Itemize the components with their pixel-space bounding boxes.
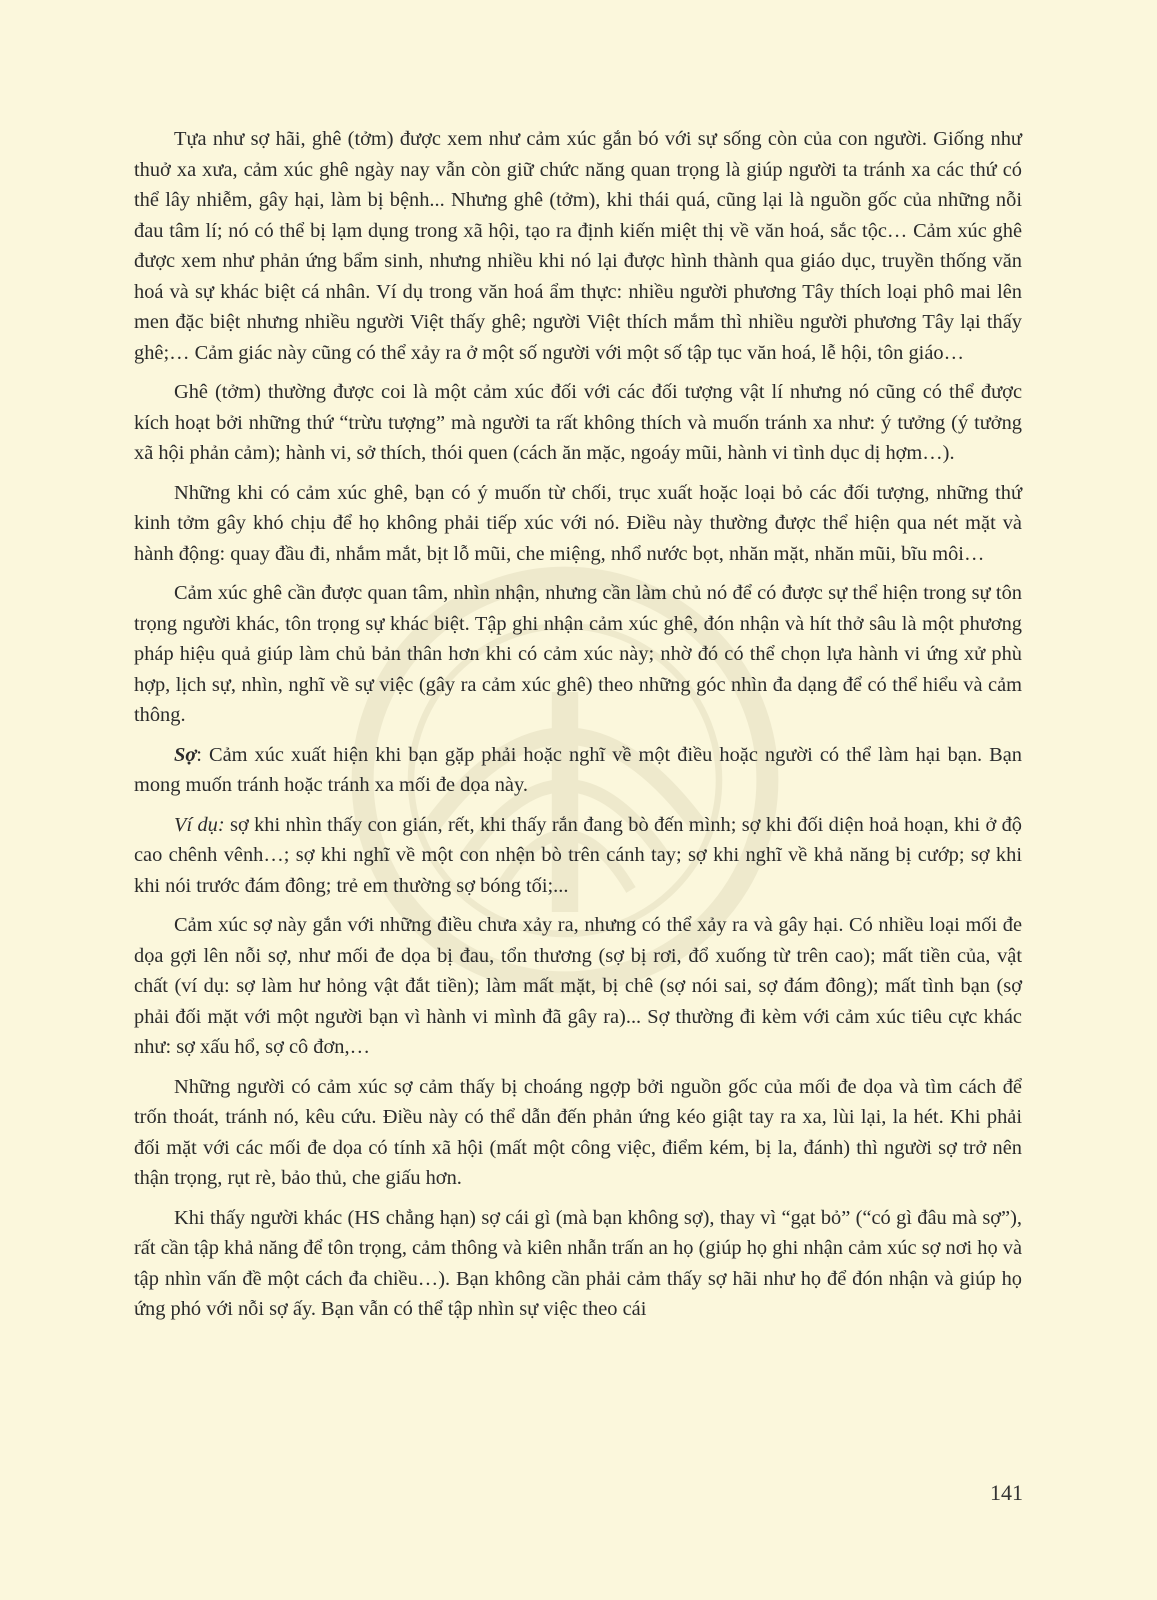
paragraph: Khi thấy người khác (HS chẳng hạn) sợ cái gì (mà bạn không sợ), thay vì “gạt bỏ” (“có gì đâu mà sợ”), rất cần tập khả năng để tôn trọng, cảm thông và kiên nhẫn trấn an họ (giúp họ ghi nhận cảm xúc sợ nơi họ và tập nhìn vấn đề một cách đa chiều…). Bạn không cần phải cảm thấy sợ hãi như họ để đón nhận và giúp họ ứng phó với nỗi sợ ấy. Bạn vẫn có thể tập nhìn sự việc theo cái: [134, 1206, 1022, 1320]
paragraph: Những khi có cảm xúc ghê, bạn có ý muốn từ chối, trục xuất hoặc loại bỏ các đối tượng, những thứ kinh tởm gây khó chịu để họ không phải tiếp xúc với nó. Điều này thường được thể hiện qua nét mặt và hành động: quay đầu đi, nhắm mắt, bịt lỗ mũi, che miệng, nhổ nước bọt, nhăn mặt, nhăn mũi, bĩu môi…: [134, 481, 1022, 565]
example-text: sợ khi nhìn thấy con gián, rết, khi thấy rắn đang bò đến mình; sợ khi đối diện hoả hoạn, khi ở độ cao chênh vênh…; sợ khi nghĩ về một con nhện bò trên cánh tay; sợ khi nghĩ về khả năng bị cướp; sợ khi khi nói trước đám đông; trẻ em thường sợ bóng tối;...: [134, 813, 1022, 897]
example-label: Ví dụ:: [174, 813, 225, 836]
paragraph: Ghê (tởm) thường được coi là một cảm xúc đối với các đối tượng vật lí nhưng nó cũng có thể được kích hoạt bởi những thứ “trừu tượng” mà người ta rất không thích và muốn tránh xa như: ý tưởng (ý tưởng xã hội phản cảm); hành vi, sở thích, thói quen (cách ăn mặc, ngoáy mũi, hành vi tình dục dị hợm…).: [134, 381, 1022, 464]
paragraph-example: [134, 810, 1022, 902]
term-label: Sợ: [174, 743, 197, 766]
paragraph: Cảm xúc sợ này gắn với những điều chưa xảy ra, nhưng có thể xảy ra và gây hại. Có nhiều loại mối đe dọa gợi lên nỗi sợ, như mối đe dọa bị đau, tổn thương (sợ bị rơi, đổ xuống từ trên cao); mất tiền của, vật chất (ví dụ: sợ làm hư hỏng vật đắt tiền); làm mất mặt, bị chê (sợ nói sai, sợ đám đông); mất tình bạn (sợ phải đối mặt với một người bạn vì hành vi mình đã gây ra)... Sợ thường đi kèm với cảm xúc tiêu cực khác như: sợ xấu hổ, sợ cô đơn,…: [134, 914, 1022, 1058]
paragraph-definition-fear: [134, 740, 1022, 801]
definition-text: : Cảm xúc xuất hiện khi bạn gặp phải hoặc nghĩ về một điều hoặc người có thể làm hại bạn. Bạn mong muốn tránh hoặc tránh xa mối đe dọa này.: [134, 743, 1022, 796]
paragraph: Những người có cảm xúc sợ cảm thấy bị choáng ngợp bởi nguồn gốc của mối đe dọa và tìm cách để trốn thoát, tránh nó, kêu cứu. Điều này có thể dẫn đến phản ứng kéo giật tay ra xa, lùi lại, la hét. Khi phải đối mặt với các mối đe dọa có tính xã hội (mất một công việc, điểm kém, bị la, đánh) thì người sợ trở nên thận trọng, rụt rè, bảo thủ, che giấu hơn.: [134, 1075, 1022, 1189]
paragraph: Cảm xúc ghê cần được quan tâm, nhìn nhận, nhưng cần làm chủ nó để có được sự thể hiện trong sự tôn trọng người khác, tôn trọng sự khác biệt. Tập ghi nhận cảm xúc ghê, đón nhận và hít thở sâu là một phương pháp hiệu quả giúp làm chủ bản thân hơn khi có cảm xúc này; nhờ đó có thể chọn lựa hành vi ứng xử phù hợp, lịch sự, nhìn, nghĩ về sự việc (gây ra cảm xúc ghê) theo những góc nhìn đa dạng để có thể hiểu và cảm thông.: [134, 582, 1022, 726]
page-number: 141: [990, 1480, 1023, 1505]
paragraph: Tựa như sợ hãi, ghê (tởm) được xem như cảm xúc gắn bó với sự sống còn của con người. Giống như thuở xa xưa, cảm xúc ghê ngày nay vẫn còn giữ chức năng quan trọng là giúp người ta tránh xa các thứ có thể lây nhiễm, gây hại, làm bị bệnh... Nhưng ghê (tởm), khi thái quá, cũng lại là nguồn gốc của những nỗi đau tâm lí; nó có thể bị lạm dụng trong xã hội, tạo ra định kiến miệt thị về văn hoá, sắc tộc… Cảm xúc ghê được xem như phản ứng bẩm sinh, nhưng nhiều khi nó lại được hình thành qua giáo dục, truyền thống văn hoá và sự khác biệt cá nhân. Ví dụ trong văn hoá ẩm thực: nhiều người phương Tây thích loại phô mai lên men đặc biệt nhưng nhiều người Việt thấy ghê; người Việt thích mắm thì nhiều người phương Tây lại thấy ghê;… Cảm giác này cũng có thể xảy ra ở một số người với một số tập tục văn hoá, lễ hội, tôn giáo…: [134, 128, 1022, 364]
body-text: [134, 124, 1022, 1334]
